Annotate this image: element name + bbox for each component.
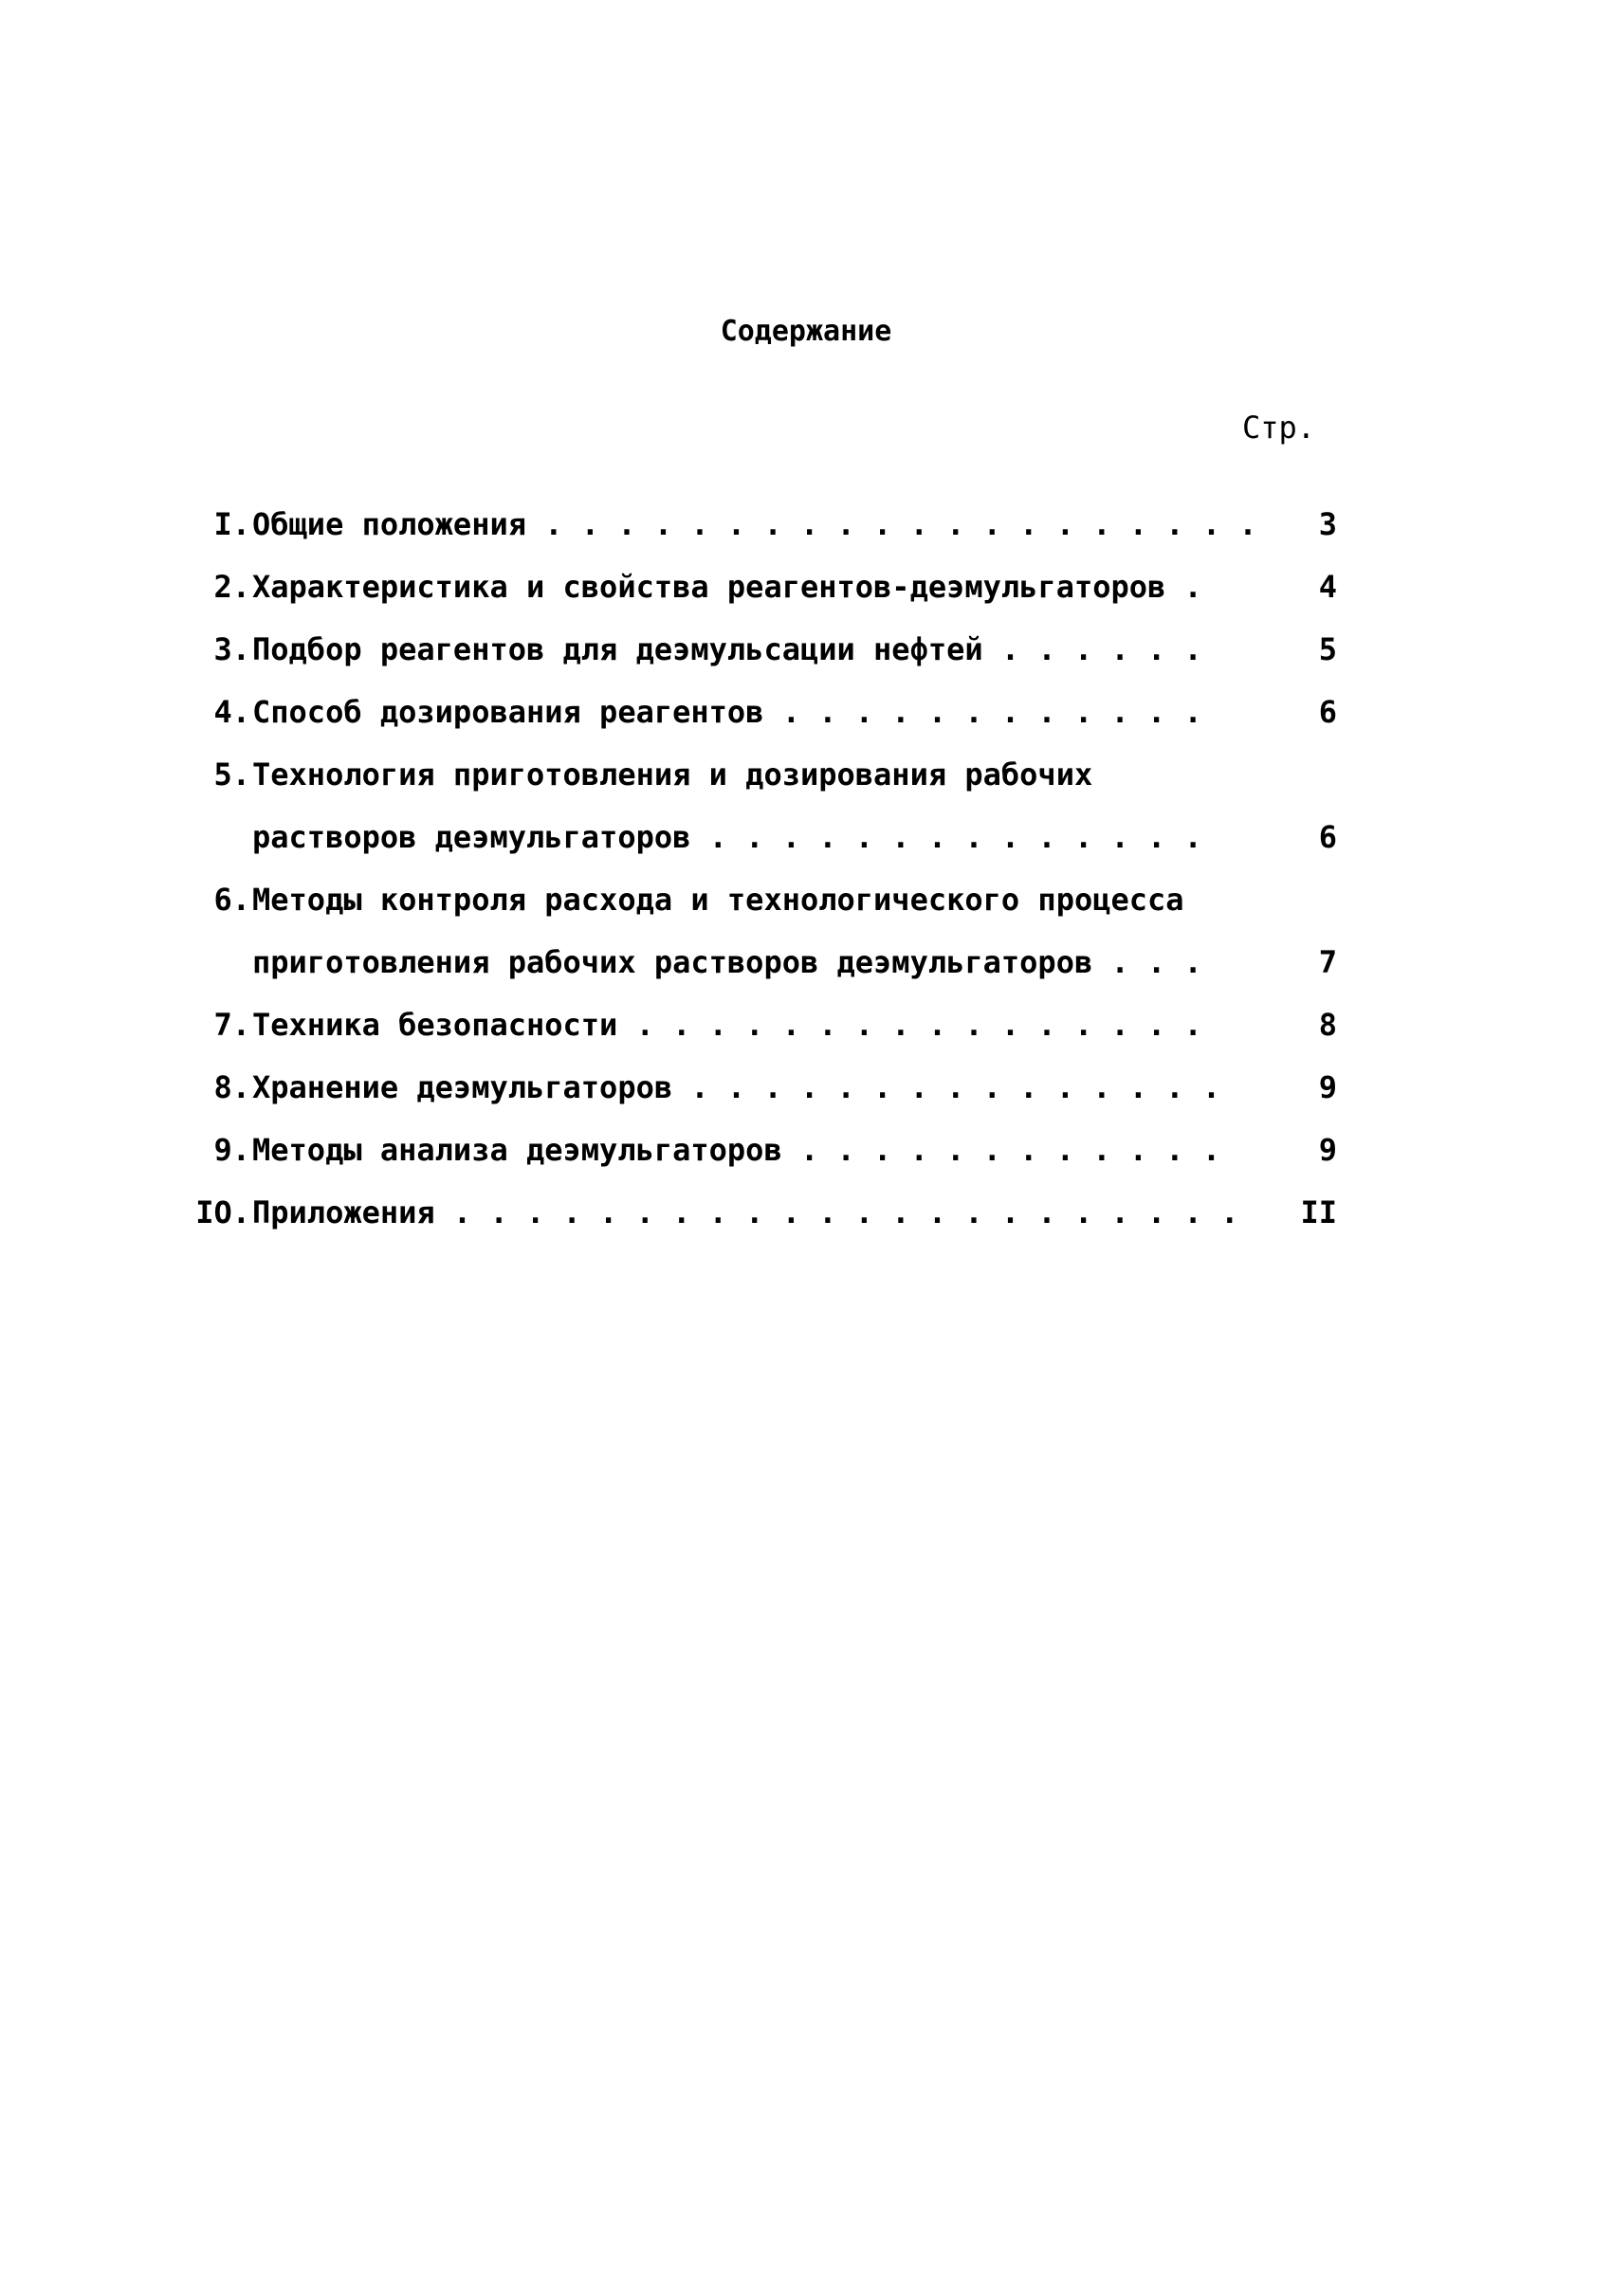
toc-line — [190, 493, 1337, 556]
toc-page-number: 3 — [1318, 506, 1337, 542]
toc-line — [190, 1181, 1337, 1244]
toc-entry-text: Хранение деэмульгаторов . . . . . . . . . . . . . . . — [252, 1069, 1221, 1105]
toc-entry-text: Способ дозирования реагентов . . . . . . . . . . . . — [252, 694, 1202, 730]
toc-entry-text: приготовления рабочих растворов деэмульгаторов . . . — [252, 944, 1202, 980]
toc-page-number: 4 — [1318, 569, 1337, 605]
toc-entry-text: Характеристика и свойства реагентов-деэмульгаторов . — [252, 569, 1202, 605]
toc-page-number: 9 — [1318, 1132, 1337, 1168]
toc-entry-text: Методы контроля расхода и технологического процесса — [252, 882, 1184, 918]
toc-number: 8. — [213, 1069, 250, 1105]
toc-number: 9. — [213, 1132, 250, 1168]
toc-entry-text: растворов деэмульгаторов . . . . . . . . . . . . . . — [252, 819, 1202, 855]
toc-entry-text: Технология приготовления и дозирования рабочих — [252, 756, 1093, 793]
toc-entry-text: Методы анализа деэмульгаторов . . . . . . . . . . . . — [252, 1132, 1221, 1168]
toc-line — [190, 681, 1337, 743]
toc-page-number: II — [1300, 1194, 1337, 1230]
toc-number: I. — [213, 506, 250, 542]
toc-page-number: 7 — [1318, 944, 1337, 980]
toc-line — [190, 868, 1337, 931]
table-of-contents — [190, 493, 1337, 1244]
toc-number: 3. — [213, 631, 250, 667]
toc-page-number: 6 — [1318, 694, 1337, 730]
toc-line — [190, 806, 1337, 868]
toc-number: 7. — [213, 1007, 250, 1043]
toc-entry-text: Подбор реагентов для деэмульсации нефтей . . . . . . — [252, 631, 1202, 667]
toc-line — [190, 993, 1337, 1056]
toc-line — [190, 618, 1337, 681]
toc-line — [190, 743, 1337, 806]
toc-page-number: 6 — [1318, 819, 1337, 855]
toc-page-number: 9 — [1318, 1069, 1337, 1105]
toc-entry-text: Техника безопасности . . . . . . . . . . . . . . . . — [252, 1007, 1202, 1043]
toc-line — [190, 556, 1337, 618]
toc-line — [190, 1119, 1337, 1181]
page-column-header: Стр. — [1242, 410, 1316, 446]
toc-entry-text: Приложения . . . . . . . . . . . . . . . . . . . . . . — [252, 1194, 1239, 1230]
toc-line — [190, 931, 1337, 993]
toc-entry-text: Общие положения . . . . . . . . . . . . . . . . . . . . — [252, 506, 1257, 542]
toc-number: 6. — [213, 882, 250, 918]
page-title: Содержание — [720, 315, 892, 348]
toc-page-number: 5 — [1318, 631, 1337, 667]
toc-page-number: 8 — [1318, 1007, 1337, 1043]
toc-number: 5. — [213, 756, 250, 793]
toc-number: 2. — [213, 569, 250, 605]
toc-number: IO. — [195, 1194, 250, 1230]
toc-number: 4. — [213, 694, 250, 730]
toc-line — [190, 1056, 1337, 1119]
